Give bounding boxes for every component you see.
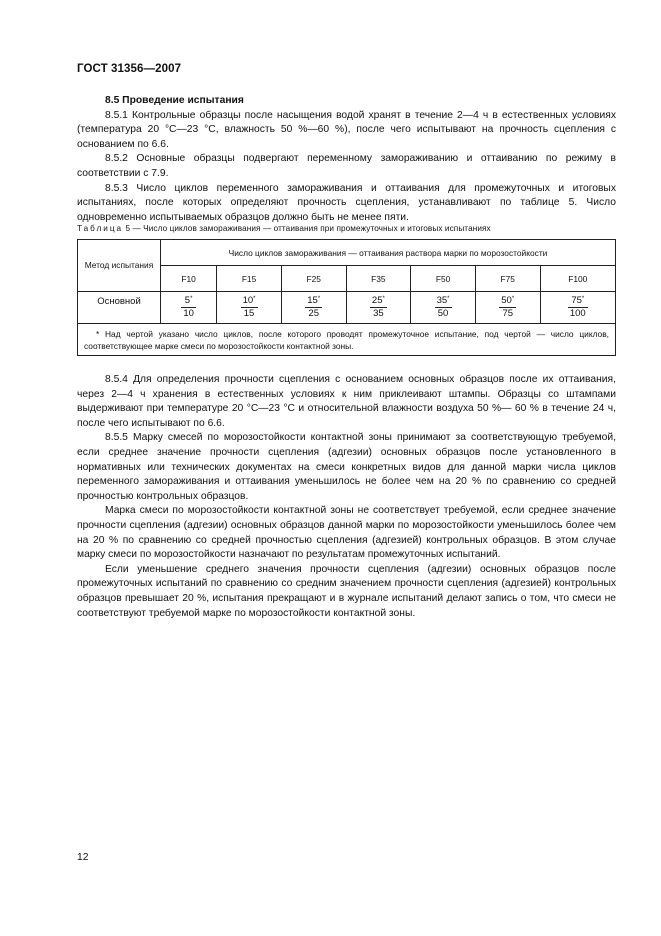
denominator: 15 [243, 308, 255, 319]
fraction [305, 295, 322, 320]
denominator: 25 [308, 308, 319, 319]
numerator: 50* [501, 295, 515, 306]
fraction-cell [540, 292, 615, 324]
fraction-cell [475, 292, 540, 324]
fraction [435, 295, 452, 320]
paragraph-8-5-3: 8.5.3 Число циклов переменного замораживания и оттаивания для промежуточных и итоговых испытаниях, после которых определяют прочность сцепления, устанавливают по таблице 5. Число одновременно испытываемых образцов должно быть не менее пяти. [77, 182, 616, 223]
document-header: ГОСТ 31356—2007 [77, 63, 182, 75]
fraction [181, 295, 196, 320]
paragraph-8-5-1: 8.5.1 Контрольные образцы после насыщения водой хранят в течение 2—4 ч в естественных условиях (температура 20 °С—23 °С, влажность 50 %—60 %), после чего испытывают на прочность сцепления с основанием по 6.6. [77, 109, 616, 150]
denominator: 10 [183, 308, 194, 319]
table-caption-text: 5 — Число циклов замораживания — оттаивания при промежуточных и итоговых испытаниях [123, 224, 491, 233]
paragraph-8-5-2: 8.5.2 Основные образцы подвергают переменному замораживанию и оттаиванию по режиму в соответствии с 7.9. [77, 153, 616, 179]
paragraph-8-5-4: 8.5.4 Для определения прочности сцепления с основанием основных образцов после их оттаивания, через 2—4 ч хранения в естественных условиях к ним приклеивают штампы. Образцы со штампами выдерживают при температуре 20 °С—23 °С и относительной влажности воздуха 50 %— 60 % в течение 24 ч, после чего испытывают по 6.6. [77, 374, 616, 429]
grade-header: F25 [281, 266, 346, 292]
paragraph-8-5-5: 8.5.5 Марку смесей по морозостойкости контактной зоны принимают за соответствующую требуемой, если среднее значение прочности сцепления (адгезии) основных образцов после установленного в нормативных или технических документах на смеси конкретных видов для данной марки числа циклов переменного замораживания и оттаивания уменьшилось не более чем на 20 % по сравнению со средней прочностью контрольных образцов. [77, 432, 616, 502]
table-5 [77, 239, 616, 356]
numerator: 10* [242, 295, 256, 306]
fraction-cell [217, 292, 282, 324]
grade-header: F100 [540, 266, 615, 292]
group-header: Число циклов замораживания — оттаивания раствора марки по морозостойкости [161, 240, 616, 266]
table-caption-prefix: Таблица [77, 224, 124, 233]
numerator: 35* [436, 295, 450, 306]
fraction [499, 295, 516, 320]
fraction-cell [411, 292, 476, 324]
denominator: 100 [569, 308, 586, 319]
denominator: 35 [373, 308, 384, 319]
grade-header: F75 [475, 266, 540, 292]
grade-header: F10 [161, 266, 217, 292]
row-label: Основной [78, 292, 161, 324]
page-number: 12 [77, 852, 89, 863]
fraction-cell [161, 292, 217, 324]
denominator: 50 [437, 308, 449, 319]
numerator: 5* [181, 295, 196, 308]
fraction [370, 295, 387, 320]
method-header: Метод испытания [78, 240, 161, 292]
table-caption [77, 224, 491, 233]
grade-header: F15 [217, 266, 282, 292]
table-footnote: * Над чертой указано число циклов, после которого проводят промежуточное испытание, под чертой — число циклов, соответствующее марке смеси по морозостойкости контактной зоны. [78, 324, 616, 356]
paragraph-intermediate: Если уменьшение среднего значения прочности сцепления (адгезии) основных образцов после промежуточных испытаний по сравнению со средним значением прочности сцепления (адгезией) контрольных образцов превышает 20 %, испытания прекращают и в журнале испытаний делают запись о том, что смеси не соответствуют требуемой марке по морозостойкости контактной зоны. [77, 563, 616, 619]
fraction-cell [281, 292, 346, 324]
grade-header: F50 [411, 266, 476, 292]
paragraph-nonconformity: Марка смеси по морозостойкости контактной зоны не соответствует требуемой, если среднее значение прочности сцепления (адгезии) основных образцов данной марки по морозостойкости уменьшилось более чем на 20 % по сравнению со средней прочностью сцепления (адгезией) контрольных образцов. В этом случае марку смеси по морозостойкости назначают по результатам промежуточных испытаний. [77, 505, 616, 561]
fraction [241, 295, 258, 320]
section-title: 8.5 Проведение испытания [105, 95, 244, 106]
fraction [568, 295, 588, 320]
numerator: 15* [307, 295, 321, 306]
grade-header: F35 [346, 266, 411, 292]
numerator: 75* [568, 295, 588, 308]
numerator: 25* [371, 295, 385, 306]
section-bottom-text [77, 373, 616, 621]
denominator: 75 [502, 308, 514, 319]
section-top-text [77, 94, 616, 225]
fraction-cell [346, 292, 411, 324]
